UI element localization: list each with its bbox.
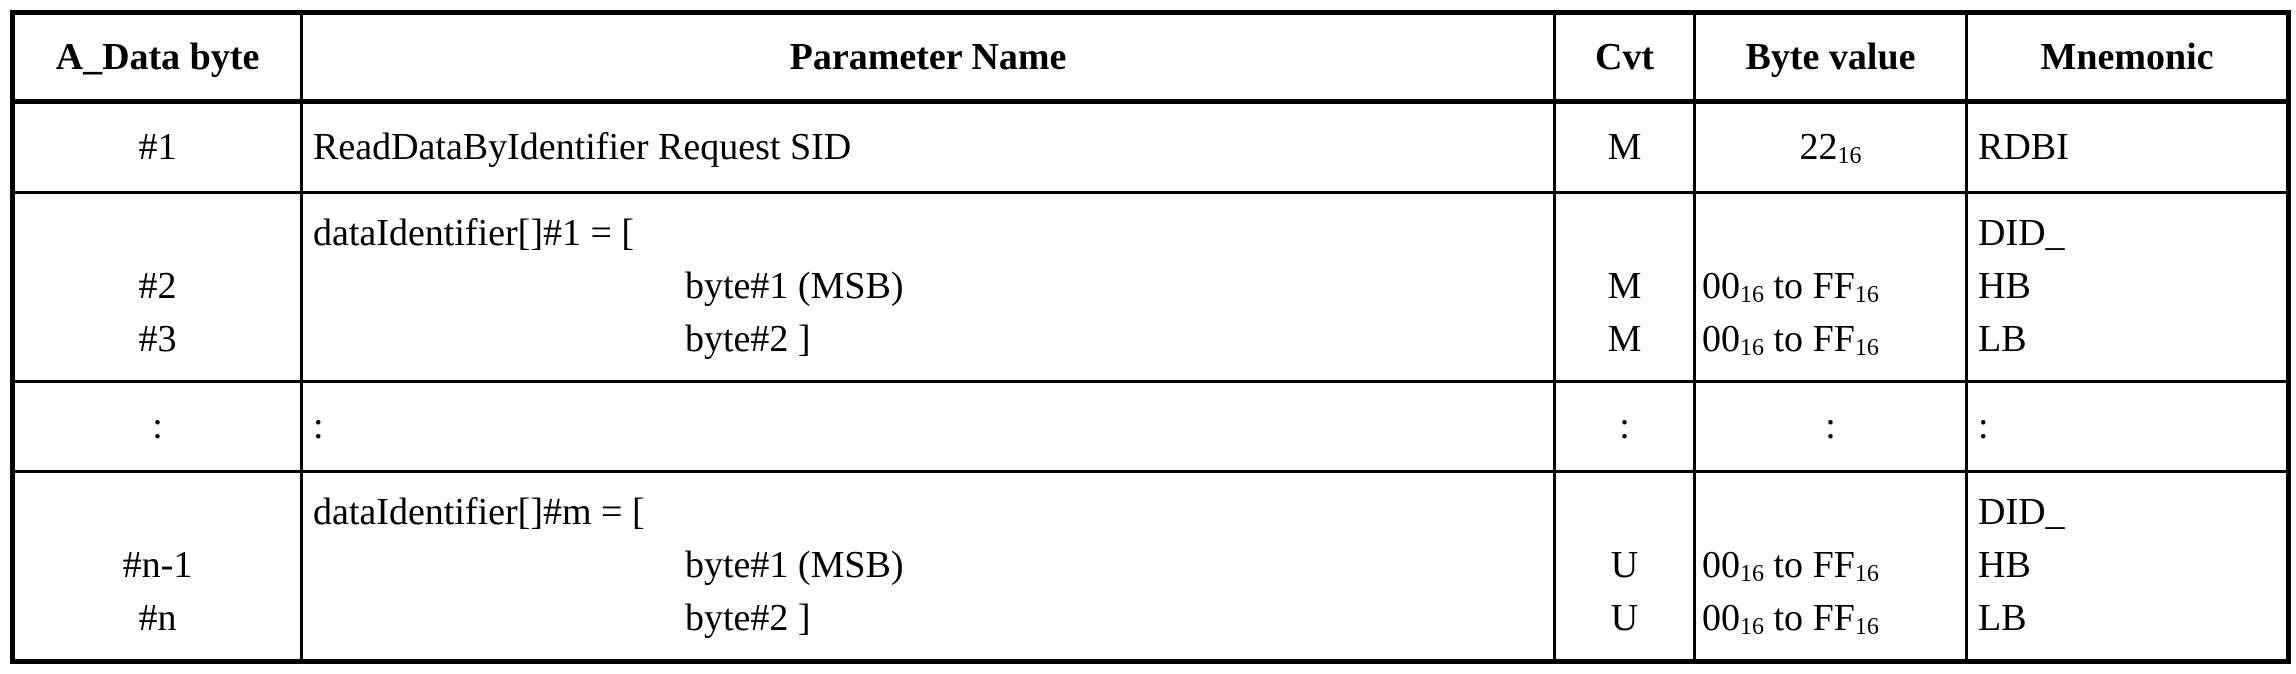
byte-range — [1702, 539, 1961, 592]
parameter-header: dataIdentifier[]#1 = [ — [313, 212, 635, 255]
cell-parameter — [302, 192, 1555, 381]
table-row-sid — [13, 102, 2289, 193]
cell-cvt — [1555, 471, 1695, 661]
byte-range — [1702, 592, 1961, 645]
parameter-byte: byte#2 ] — [685, 318, 811, 361]
mnemonic-header: DID_ — [1978, 491, 2065, 534]
cvt-value: M — [1607, 318, 1642, 361]
cell-mnemonic — [1967, 471, 2289, 661]
range-to-subscript: 16 — [1854, 614, 1879, 641]
cell-byte — [13, 471, 302, 661]
range-from: 00 — [1702, 265, 1740, 308]
range-to-subscript: 16 — [1854, 335, 1879, 362]
cell-byte-value — [1695, 192, 1967, 381]
header-parameter-name: Parameter Name — [302, 13, 1555, 102]
range-from-subscript: 16 — [1740, 561, 1764, 588]
mnemonic-header: DID_ — [1978, 212, 2065, 255]
range-from-subscript: 16 — [1740, 335, 1764, 362]
table-row-data-identifier-m — [13, 471, 2289, 661]
mnemonic-value: LB — [1978, 318, 2027, 361]
parameter-byte: byte#1 (MSB) — [685, 265, 904, 308]
cell-byte: #1 — [13, 102, 302, 193]
range-to-subscript: 16 — [1854, 561, 1879, 588]
range-to-word: to — [1773, 265, 1804, 308]
cell-mnemonic: : — [1967, 381, 2289, 471]
cell-byte-value: : — [1695, 381, 1967, 471]
cell-parameter: : — [302, 381, 1555, 471]
mnemonic-value: HB — [1978, 544, 2031, 587]
range-from: 00 — [1702, 318, 1740, 361]
cell-mnemonic: RDBI — [1967, 102, 2289, 193]
cell-parameter: ReadDataByIdentifier Request SID — [302, 102, 1555, 193]
cell-cvt: : — [1555, 381, 1695, 471]
parameter-byte: byte#1 (MSB) — [685, 544, 904, 587]
parameter-byte: byte#2 ] — [685, 597, 811, 640]
table-row-data-identifier-1 — [13, 192, 2289, 381]
range-to: FF — [1812, 544, 1855, 587]
cell-mnemonic — [1967, 192, 2289, 381]
range-to: FF — [1812, 265, 1855, 308]
table-row-ellipsis — [13, 381, 2289, 471]
value-subscript: 16 — [1837, 142, 1862, 169]
cvt-value: M — [1607, 265, 1642, 308]
byte-number: #n — [138, 597, 177, 640]
mnemonic-value: LB — [1978, 597, 2027, 640]
cell-parameter — [302, 471, 1555, 661]
request-message-table-frame — [10, 10, 2286, 664]
header-mnemonic: Mnemonic — [1967, 13, 2289, 102]
header-row — [13, 13, 2289, 102]
range-from: 00 — [1702, 597, 1740, 640]
byte-range — [1702, 260, 1961, 313]
cell-byte-value — [1695, 102, 1967, 193]
parameter-header: dataIdentifier[]#m = [ — [313, 491, 645, 534]
cell-cvt: M — [1555, 102, 1695, 193]
range-to-word: to — [1773, 544, 1804, 587]
byte-number: #2 — [138, 265, 177, 308]
range-from-subscript: 16 — [1740, 614, 1764, 641]
range-to: FF — [1812, 597, 1855, 640]
range-to: FF — [1812, 318, 1855, 361]
range-from: 00 — [1702, 544, 1740, 587]
range-to-subscript: 16 — [1854, 282, 1879, 309]
header-byte-value: Byte value — [1695, 13, 1967, 102]
cell-cvt — [1555, 192, 1695, 381]
range-from-subscript: 16 — [1740, 282, 1764, 309]
cell-byte: : — [13, 381, 302, 471]
mnemonic-value: HB — [1978, 265, 2031, 308]
byte-range — [1702, 313, 1961, 366]
range-to-word: to — [1773, 318, 1804, 361]
cvt-value: U — [1610, 597, 1639, 640]
header-a-data-byte: A_Data byte — [13, 13, 302, 102]
cell-byte — [13, 192, 302, 381]
cell-byte-value — [1695, 471, 1967, 661]
cvt-value: U — [1610, 544, 1639, 587]
byte-number: #3 — [138, 318, 177, 361]
header-cvt: Cvt — [1555, 13, 1695, 102]
byte-number: #n-1 — [122, 544, 193, 587]
range-to-word: to — [1773, 597, 1804, 640]
value-base: 22 — [1799, 125, 1838, 168]
request-message-table — [10, 10, 2291, 664]
